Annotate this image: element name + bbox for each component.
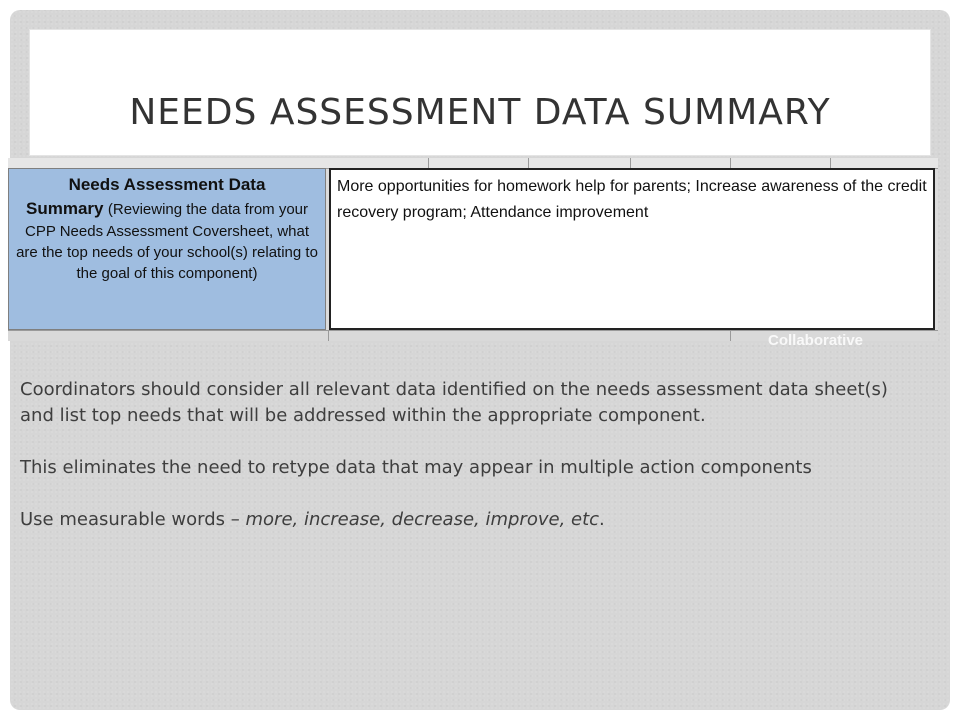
column-divider — [830, 158, 831, 168]
paragraph-retype: This eliminates the need to retype data that may appear in multiple action components — [20, 457, 812, 478]
column-divider — [528, 158, 529, 168]
slide — [10, 10, 950, 710]
slide-title: NEEDS ASSESSMENT DATA SUMMARY — [129, 92, 831, 133]
paragraph-considerations: Coordinators should consider all relevant data identified on the needs assessment data sheet(s) and list top needs that will be addressed within the appropriate component. — [20, 379, 888, 426]
measurable-words-prefix: Use measurable words – — [20, 509, 246, 530]
measurable-words-examples: more, increase, decrease, improve, etc — [245, 509, 600, 530]
column-divider — [428, 158, 429, 168]
label-heading-summary: Summary — [25, 199, 104, 218]
column-divider — [630, 158, 631, 168]
body-text — [20, 377, 920, 559]
needs-assessment-label-cell — [8, 168, 326, 330]
column-divider — [730, 158, 731, 168]
paragraph-measurable-words — [20, 507, 920, 533]
label-note: (Reviewing the data from your CPP Needs Assessment Coversheet, what are the top needs of your school(s) relating to the goal of this component) — [16, 201, 318, 282]
needs-summary-cell[interactable]: More opportunities for homework help for parents; Increase awareness of the credit recovery program; Attendance improvement — [329, 168, 935, 330]
title-box — [30, 30, 930, 155]
spreadsheet-excerpt — [8, 158, 938, 349]
partial-cell-label: Collaborative — [768, 332, 864, 349]
column-divider — [730, 331, 731, 341]
label-heading: Needs Assessment Data — [68, 175, 266, 194]
measurable-words-suffix: . — [599, 509, 605, 530]
column-divider — [328, 331, 329, 341]
